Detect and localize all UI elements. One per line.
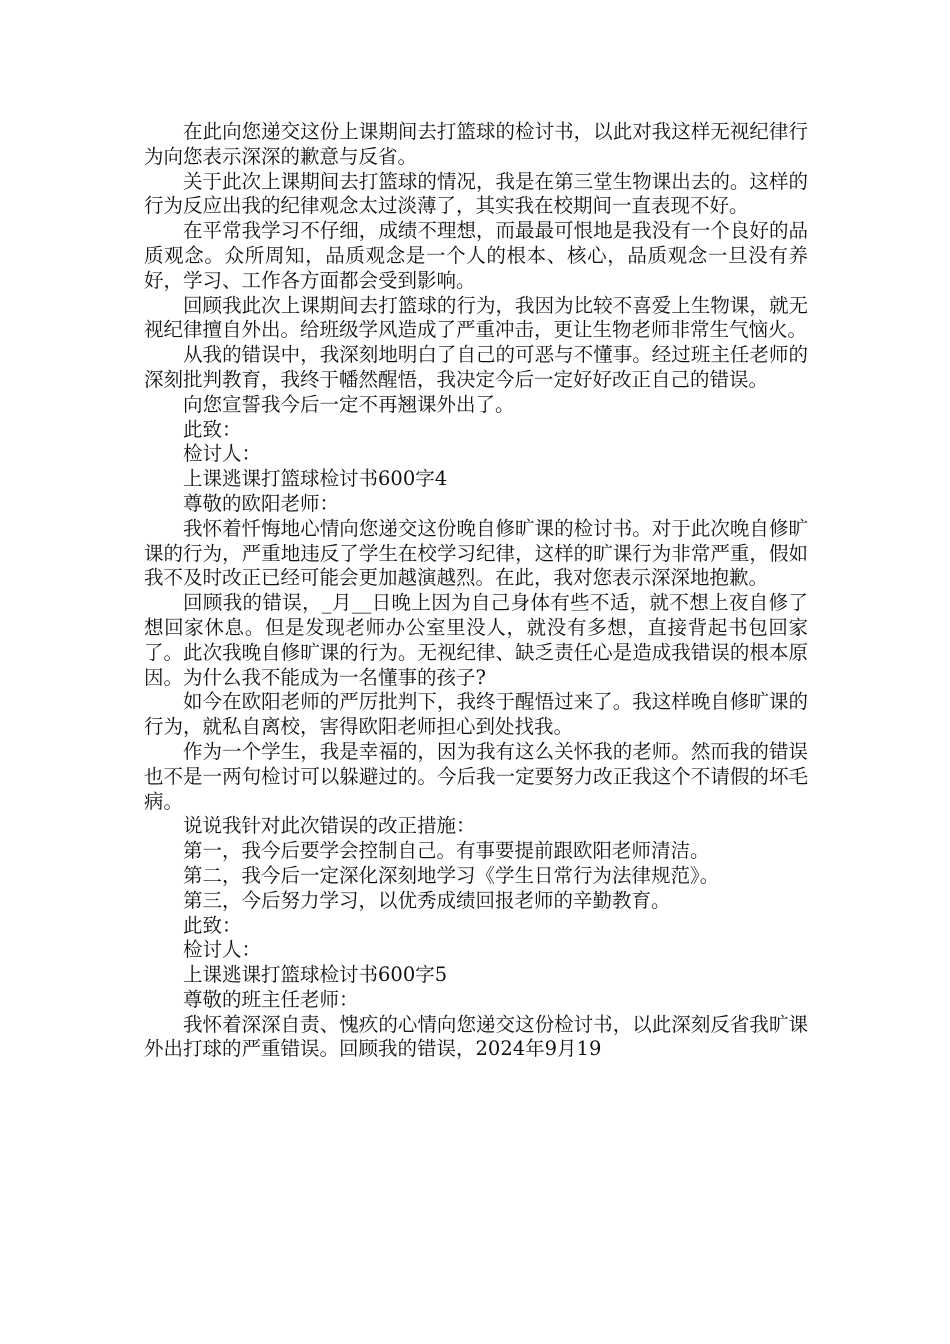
section-heading: 上课逃课打篮球检讨书600字4 <box>183 467 448 491</box>
paragraph: 在平常我学习不仔细，成绩不理想，而最最可恨地是我没有一个良好的品质观念。众所周知，品质观念是一个人的根本、核心，品质观念一旦没有养好，学习、工作各方面都会受到影响。 <box>144 219 808 292</box>
salutation-closing: 此致： <box>183 417 242 441</box>
letter-salutation: 尊敬的欧阳老师： <box>183 491 340 515</box>
paragraph: 在此向您递交这份上课期间去打篮球的检讨书，以此对我这样无视纪律行为向您表示深深的歉意与反省。 <box>144 120 808 168</box>
text-line: 说说我针对此次错误的改正措施： <box>183 814 476 838</box>
paragraph: 如今在欧阳老师的严厉批判下，我终于醒悟过来了。我这样晚自修旷课的行为，就私自离校，害得欧阳老师担心到处找我。 <box>144 690 808 739</box>
paragraph: 第二，我今后一定深化深刻地学习《学生日常行为法律规范》。 <box>183 863 720 887</box>
paragraph: 我怀着深深自责、愧疚的心情向您递交这份检讨书，以此深刻反省我旷课外出打球的严重错误。回顾我的错误，2024年9月19 <box>144 1012 808 1061</box>
paragraph: 回顾我的错误，_月__日晚上因为自己身体有些不适，就不想上夜自修了想回家休息。但是发现老师办公室里没人，就没有多想，直接背起书包回家了。此次我晚自修旷课的行为。无视纪律、缺乏责任心是造成我错误的根本原因。为什么我不能成为一名懂事的孩子? <box>144 591 808 689</box>
text-line: 向您宣誓我今后一定不再翘课外出了。 <box>183 392 515 416</box>
text-line: 第三，今后努力学习，以优秀成绩回报老师的辛勤教育。 <box>183 888 671 912</box>
section-heading: 上课逃课打篮球检讨书600字5 <box>183 963 448 987</box>
letter-salutation: 尊敬的班主任老师： <box>183 987 359 1011</box>
text-line: 第一，我今后要学会控制自己。有事要提前跟欧阳老师清洁。 <box>183 839 710 863</box>
signature-label: 检讨人： <box>183 442 262 466</box>
paragraph: 从我的错误中，我深刻地明白了自己的可恶与不懂事。经过班主任老师的深刻批判教育，我终于幡然醒悟，我决定今后一定好好改正自己的错误。 <box>144 343 808 391</box>
salutation-closing: 此致： <box>183 913 242 937</box>
document-body <box>144 120 808 1062</box>
paragraph: 我怀着忏悔地心情向您递交这份晚自修旷课的检讨书。对于此次晚自修旷课的行为，严重地违反了学生在校学习纪律，这样的旷课行为非常严重，假如我不及时改正已经可能会更加越演越烈。在此，我对您表示深深地抱歉。 <box>144 516 808 590</box>
paragraph: 关于此次上课期间去打篮球的情况，我是在第三堂生物课出去的。这样的行为反应出我的纪律观念太过淡薄了，其实我在校期间一直表现不好。 <box>144 169 808 218</box>
paragraph: 作为一个学生，我是幸福的，因为我有这么关怀我的老师。然而我的错误也不是一两句检讨可以躲避过的。今后我一定要努力改正我这个不请假的坏毛病。 <box>144 739 808 813</box>
signature-label: 检讨人： <box>183 938 262 962</box>
paragraph: 回顾我此次上课期间去打篮球的行为，我因为比较不喜爱上生物课，就无视纪律擅自外出。给班级学风造成了严重冲击，更让生物老师非常生气恼火。 <box>144 293 808 342</box>
